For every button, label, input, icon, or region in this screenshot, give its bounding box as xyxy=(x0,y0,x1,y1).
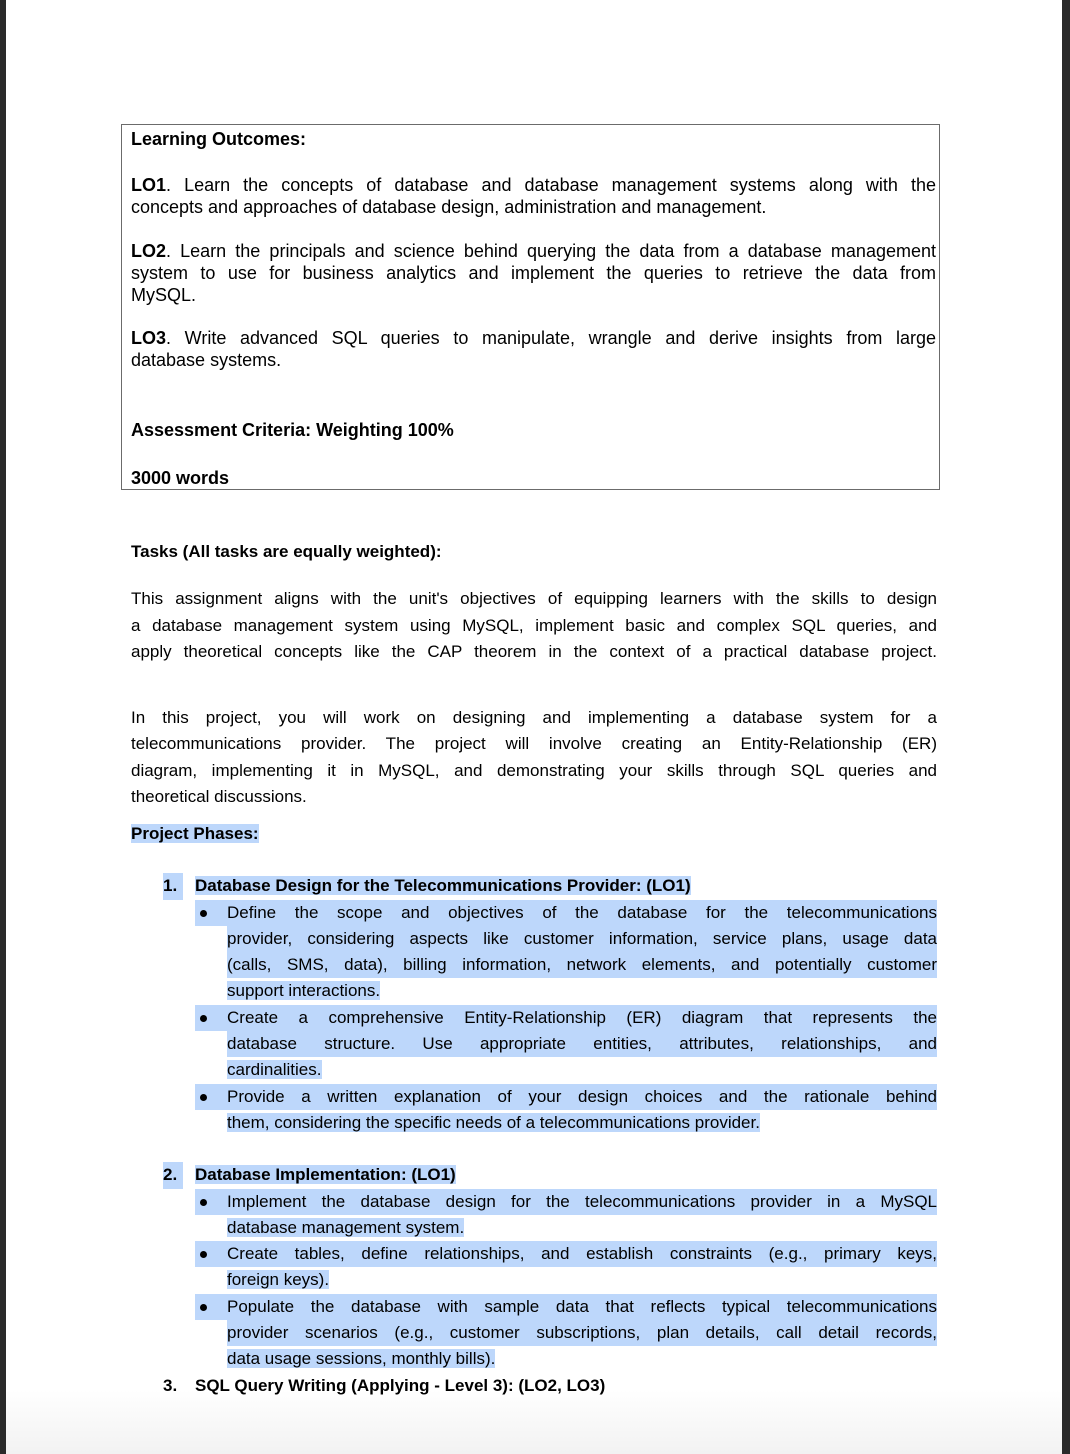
bullet-line xyxy=(227,1031,937,1057)
bullet-line xyxy=(227,978,937,1004)
outcome-text: Learn the principals and science behind querying the data from a database management xyxy=(180,241,936,261)
tasks-section xyxy=(131,539,937,810)
bullet-text: them, considering the specific needs of a telecommunications provider. xyxy=(227,1112,760,1132)
paragraph-line: a database management system using MySQL, implement basic and complex SQL queries, and xyxy=(131,615,937,635)
tasks-heading: Tasks (All tasks are equally weighted): xyxy=(131,542,442,561)
bullet-item xyxy=(131,1294,937,1373)
bullet-item xyxy=(131,1189,937,1242)
learning-outcome-3 xyxy=(131,327,936,371)
bullet-line xyxy=(227,1320,937,1346)
outcome-line: LO1. Learn the concepts of database and database management systems along with the xyxy=(131,175,936,195)
bullet-text: Provide a written explanation of your design choices and the rationale behind xyxy=(227,1084,937,1110)
bullet-line xyxy=(227,1084,937,1110)
word-count: 3000 words xyxy=(131,468,230,488)
outcome-line xyxy=(131,262,936,284)
phase-number: 1. xyxy=(163,873,183,899)
bullet-text: (calls, SMS, data), billing information, network elements, and potentially customer xyxy=(227,952,937,978)
assessment-criteria: Assessment Criteria: Weighting 100% xyxy=(131,420,454,440)
phase-title: SQL Query Writing (Applying - Level 3): (LO2, LO3) xyxy=(195,1375,606,1395)
bullet-text: Implement the database design for the telecommunications provider in a MySQL xyxy=(227,1189,937,1215)
bullet-line xyxy=(227,1294,937,1320)
outcome-text: Learn the concepts of database and database management systems along with the xyxy=(184,175,936,195)
outcome-label: LO3 xyxy=(131,328,167,348)
bullet-icon xyxy=(195,900,227,926)
learning-outcomes-title: Learning Outcomes: xyxy=(131,129,307,149)
bullet-text: Define the scope and objectives of the database for the telecommunications xyxy=(227,900,937,926)
paragraph-line: apply theoretical concepts like the CAP theorem in the context of a practical database project. xyxy=(131,641,937,661)
bullet-icon xyxy=(195,1241,227,1267)
phase-item-3-title xyxy=(131,1373,937,1399)
paragraph-line: theoretical discussions. xyxy=(131,787,307,807)
bullet-line xyxy=(227,952,937,978)
bullet-line xyxy=(227,1241,937,1267)
outcome-line xyxy=(131,196,936,218)
bullet-text: provider, considering aspects like customer information, service plans, usage data xyxy=(227,926,937,952)
bullet-item xyxy=(131,1005,937,1084)
bullet-text: database management system. xyxy=(227,1217,465,1237)
paragraph-line: telecommunications provider. The project will involve creating an Entity-Relationship (ER) xyxy=(131,734,937,754)
bullet-icon xyxy=(195,1294,227,1320)
paragraph-line: In this project, you will work on designing and implementing a database system for a xyxy=(131,708,937,728)
bullet-icon xyxy=(195,1189,227,1215)
outcome-line: LO3. Write advanced SQL queries to manipulate, wrangle and derive insights from large xyxy=(131,328,936,348)
learning-outcome-2 xyxy=(131,240,936,306)
project-phases-section xyxy=(131,821,937,1399)
outcome-text: concepts and approaches of database design, administration and management. xyxy=(131,197,767,217)
bullet-line xyxy=(227,1267,937,1293)
outcome-line xyxy=(131,284,936,306)
learning-outcome-1 xyxy=(131,174,936,218)
bullet-item xyxy=(131,1241,937,1294)
bullet-text: data usage sessions, monthly bills). xyxy=(227,1349,496,1369)
outcome-line: LO2. Learn the principals and science behind querying the data from a database management xyxy=(131,241,936,261)
bullet-text: support interactions. xyxy=(227,981,381,1001)
bullet-text: foreign keys). xyxy=(227,1270,330,1290)
bullet-icon xyxy=(195,1084,227,1110)
document-page xyxy=(6,0,1062,1454)
bullet-icon xyxy=(195,1005,227,1031)
bullet-line xyxy=(227,1189,937,1215)
bullet-line xyxy=(227,1346,937,1372)
outcome-label: LO1 xyxy=(131,175,167,195)
bullet-item xyxy=(131,900,937,1005)
paragraph-line: diagram, implementing it in MySQL, and demonstrating your skills through SQL queries and xyxy=(131,760,937,780)
bullet-text: Create tables, define relationships, and establish constraints (e.g., primary keys, xyxy=(227,1241,937,1267)
outcome-text: Write advanced SQL queries to manipulate, wrangle and derive insights from large xyxy=(184,328,936,348)
outcome-label: LO2 xyxy=(131,241,167,261)
outcome-line xyxy=(131,349,936,371)
bullet-text: cardinalities. xyxy=(227,1060,322,1080)
bullet-line xyxy=(227,1110,937,1136)
bullet-line xyxy=(227,900,937,926)
outcome-text: MySQL. xyxy=(131,285,197,305)
bullet-line xyxy=(227,1005,937,1031)
bullet-text: database structure. Use appropriate entities, attributes, relationships, and xyxy=(227,1031,937,1057)
bullet-text: provider scenarios (e.g., customer subscriptions, plan details, call detail records, xyxy=(227,1320,937,1346)
phase-title: Database Implementation: (LO1) xyxy=(195,1165,456,1185)
bullet-item xyxy=(131,1084,937,1137)
phase-item-2-title xyxy=(131,1162,937,1188)
bullet-text: Populate the database with sample data that reflects typical telecommunications xyxy=(227,1294,937,1320)
phase-number: 3. xyxy=(163,1375,178,1395)
outcome-text: database systems. xyxy=(131,350,282,370)
bullet-line xyxy=(227,926,937,952)
bullet-line xyxy=(227,1215,937,1241)
phase-item-1-title xyxy=(131,873,937,899)
project-phases-heading xyxy=(131,821,937,847)
phase-title: Database Design for the Telecommunications Provider: (LO1) xyxy=(195,876,691,896)
paragraph-line: This assignment aligns with the unit's objectives of equipping learners with the skills to design xyxy=(131,589,937,609)
bullet-text: Create a comprehensive Entity-Relationship (ER) diagram that represents the xyxy=(227,1005,937,1031)
bullet-line xyxy=(227,1057,937,1083)
tasks-paragraph xyxy=(131,586,937,665)
phase-number: 2. xyxy=(163,1162,183,1188)
learning-outcomes-box xyxy=(121,124,940,490)
project-phases-heading-text: Project Phases: xyxy=(131,824,259,843)
outcome-text: system to use for business analytics and implement the queries to retrieve the data from xyxy=(131,263,936,283)
tasks-paragraph xyxy=(131,705,937,810)
